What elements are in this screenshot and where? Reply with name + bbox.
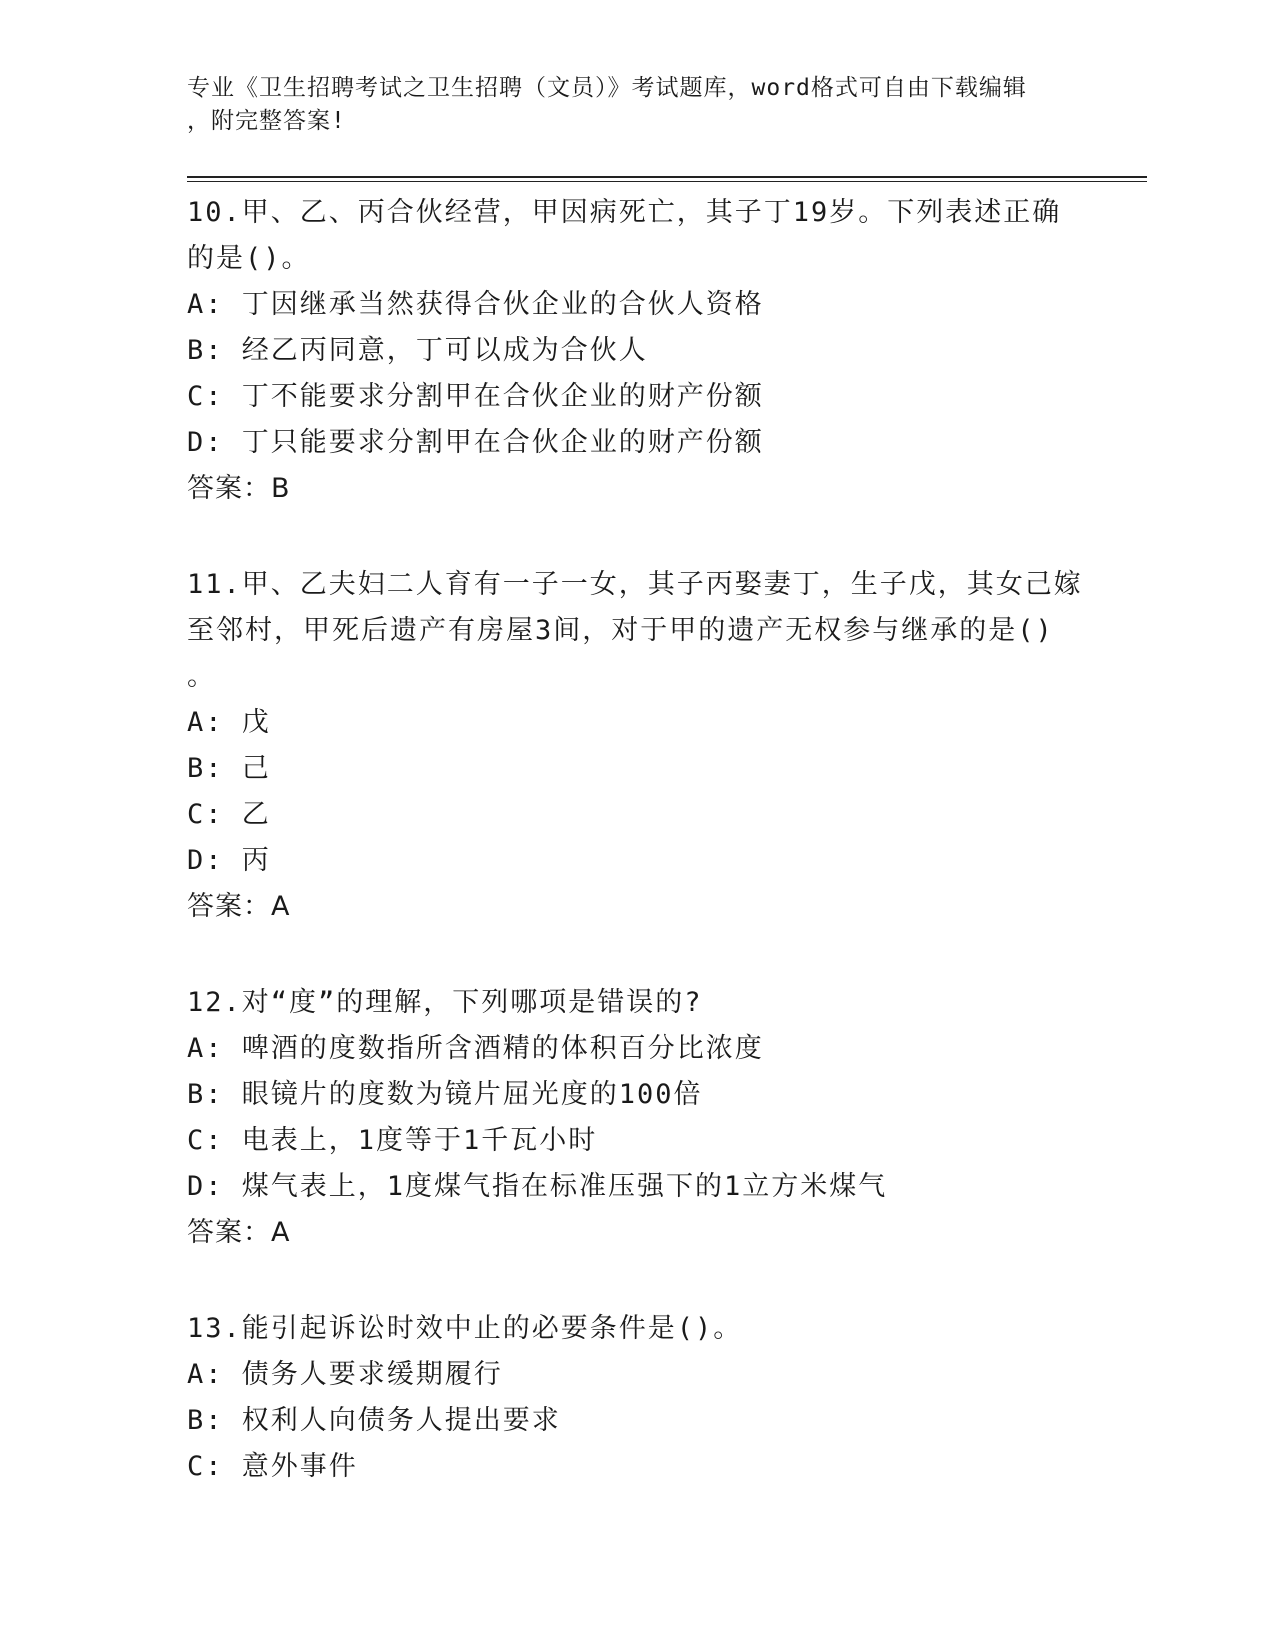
- option-a: A: 戊: [187, 707, 271, 738]
- question-block: [187, 1306, 1087, 1490]
- option-c: C: 丁不能要求分割甲在合伙企业的财产份额: [187, 381, 764, 412]
- option-a: A: 丁因继承当然获得合伙企业的合伙人资格: [187, 289, 764, 320]
- option-b: B: 己: [187, 753, 271, 784]
- question-stem: 11.甲、乙夫妇二人育有一子一女，其子丙娶妻丁，生子戊，其女己嫁: [187, 569, 1083, 600]
- question-spacer: [187, 1256, 1087, 1306]
- option-a: A: 啤酒的度数指所含酒精的体积百分比浓度: [187, 1033, 764, 1064]
- option-a: A: 债务人要求缓期履行: [187, 1359, 503, 1390]
- question-stem: 的是()。: [187, 243, 311, 274]
- option-d: D: 煤气表上，1度煤气指在标准压强下的1立方米煤气: [187, 1171, 888, 1202]
- answer-line: 答案：A: [187, 891, 291, 922]
- option-b: B: 经乙丙同意，丁可以成为合伙人: [187, 335, 648, 366]
- option-c: C: 电表上，1度等于1千瓦小时: [187, 1125, 598, 1156]
- option-c: C: 乙: [187, 799, 271, 830]
- question-stem: 10.甲、乙、丙合伙经营，甲因病死亡，其子丁19岁。下列表述正确: [187, 197, 1062, 228]
- document-header: [187, 72, 1087, 138]
- option-b: B: 权利人向债务人提出要求: [187, 1405, 561, 1436]
- answer-line: 答案：A: [187, 1217, 291, 1248]
- option-b: B: 眼镜片的度数为镜片屈光度的100倍: [187, 1079, 703, 1110]
- question-stem: 13.能引起诉讼时效中止的必要条件是()。: [187, 1313, 743, 1344]
- question-stem: 12.对“度”的理解，下列哪项是错误的?: [187, 987, 703, 1018]
- question-stem: 。: [187, 661, 216, 692]
- option-d: D: 丁只能要求分割甲在合伙企业的财产份额: [187, 427, 764, 458]
- answer-line: 答案：B: [187, 473, 291, 504]
- question-block: [187, 562, 1087, 930]
- header-line-2: ，附完整答案!: [187, 108, 346, 134]
- question-list: [187, 190, 1087, 1490]
- question-spacer: [187, 930, 1087, 980]
- question-block: [187, 190, 1087, 512]
- question-spacer: [187, 512, 1087, 562]
- header-rule-thick: [187, 176, 1147, 178]
- header-rule-thin: [187, 181, 1147, 182]
- option-d: D: 丙: [187, 845, 271, 876]
- header-line-1: 专业《卫生招聘考试之卫生招聘（文员）》考试题库，word格式可自由下载编辑: [187, 75, 1027, 101]
- option-c: C: 意外事件: [187, 1451, 358, 1482]
- question-block: [187, 980, 1087, 1256]
- question-stem: 至邻村，甲死后遗产有房屋3间，对于甲的遗产无权参与继承的是(): [187, 615, 1054, 646]
